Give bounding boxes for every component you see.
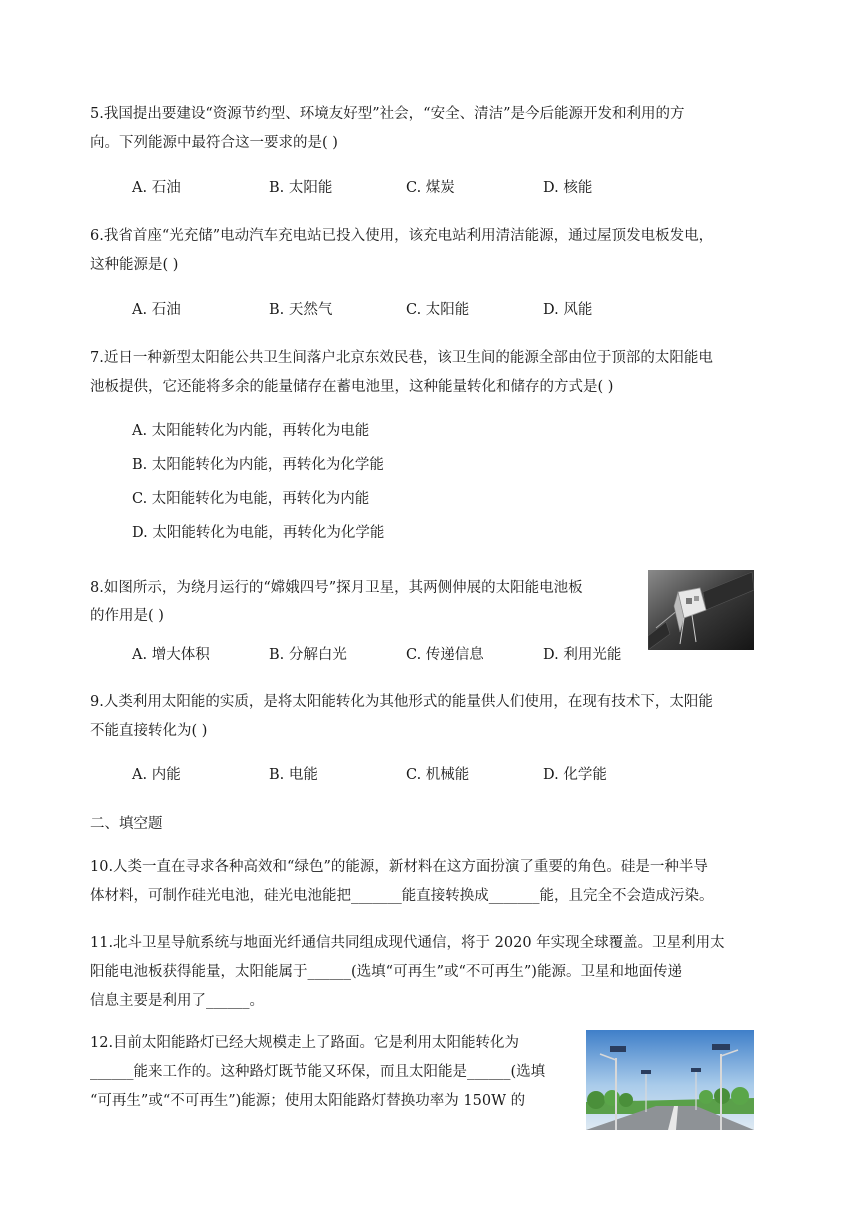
q11-line2: 阳能电池板获得能量，太阳能属于______(选填“可再生”或“不可再生”)能源。卫星和地面传递 bbox=[90, 964, 682, 980]
q9-option-d: D. 化学能 bbox=[543, 767, 607, 783]
q9-option-b: B. 电能 bbox=[269, 767, 318, 783]
q5-line2: 向。下列能源中最符合这一要求的是( ) bbox=[90, 135, 338, 151]
q7-option-b: B. 太阳能转化为内能，再转化为化学能 bbox=[132, 457, 384, 473]
q7-option-d: D. 太阳能转化为电能，再转化为化学能 bbox=[132, 525, 385, 541]
q6-option-a: A. 石油 bbox=[132, 302, 181, 318]
q5-option-c: C. 煤炭 bbox=[406, 180, 455, 196]
q8-option-a: A. 增大体积 bbox=[132, 647, 210, 663]
q10-line2: 体材料，可制作硅光电池，硅光电池能把_______能直接转换成_______能，且完全不会造成污染。 bbox=[90, 888, 714, 904]
q7-option-c: C. 太阳能转化为电能，再转化为内能 bbox=[132, 491, 370, 507]
q6-line1: 6.我省首座“光充储”电动汽车充电站已投入使用，该充电站利用清洁能源，通过屋顶发电板发电， bbox=[90, 228, 714, 244]
q9-line1: 9.人类利用太阳能的实质，是将太阳能转化为其他形式的能量供人们使用，在现有技术下，太阳能 bbox=[90, 694, 713, 710]
q9-option-a: A. 内能 bbox=[132, 767, 181, 783]
section-heading-fill-in: 二、填空题 bbox=[90, 816, 163, 832]
q8-option-d: D. 利用光能 bbox=[543, 647, 622, 663]
q8-option-c: C. 传递信息 bbox=[406, 647, 484, 663]
q7-option-a: A. 太阳能转化为内能，再转化为电能 bbox=[132, 423, 370, 439]
q11-line3: 信息主要是利用了______。 bbox=[90, 993, 264, 1009]
solar-street-light-image bbox=[586, 1030, 754, 1130]
q7-line1: 7.近日一种新型太阳能公共卫生间落户北京东效民巷，该卫生间的能源全部由位于顶部的太阳能电 bbox=[90, 350, 713, 366]
q12-line3: “可再生”或“不可再生”)能源；使用太阳能路灯替换功率为 150W 的 bbox=[90, 1093, 526, 1109]
q6-option-b: B. 天然气 bbox=[269, 302, 333, 318]
q5-line1: 5.我国提出要建设“资源节约型、环境友好型”社会，“安全、清洁”是今后能源开发和利用的方 bbox=[90, 106, 685, 122]
q9-option-c: C. 机械能 bbox=[406, 767, 470, 783]
q12-line1: 12.目前太阳能路灯已经大规模走上了路面。它是利用太阳能转化为 bbox=[90, 1035, 520, 1051]
q6-option-d: D. 风能 bbox=[543, 302, 593, 318]
q10-line1: 10.人类一直在寻求各种高效和“绿色”的能源，新材料在这方面扮演了重要的角色。硅是一种半导 bbox=[90, 859, 708, 875]
q8-option-b: B. 分解白光 bbox=[269, 647, 347, 663]
q7-line2: 池板提供，它还能将多余的能量储存在蓄电池里，这种能量转化和储存的方式是( ) bbox=[90, 379, 614, 395]
q11-line1: 11.北斗卫星导航系统与地面光纤通信共同组成现代通信，将于 2020 年实现全球覆盖。卫星利用太 bbox=[90, 935, 725, 951]
q12-line2: ______能来工作的。这种路灯既节能又环保，而且太阳能是______(选填 bbox=[90, 1064, 546, 1080]
q8-line2: 的作用是( ) bbox=[90, 608, 164, 624]
q5-option-b: B. 太阳能 bbox=[269, 180, 333, 196]
q6-line2: 这种能源是( ) bbox=[90, 257, 179, 273]
q6-option-c: C. 太阳能 bbox=[406, 302, 470, 318]
q5-option-d: D. 核能 bbox=[543, 180, 593, 196]
q5-option-a: A. 石油 bbox=[132, 180, 181, 196]
satellite-image bbox=[648, 570, 754, 650]
q9-line2: 不能直接转化为( ) bbox=[90, 723, 208, 739]
q8-line1: 8.如图所示，为绕月运行的“嫦娥四号”探月卫星，其两侧伸展的太阳能电池板 bbox=[90, 580, 583, 596]
